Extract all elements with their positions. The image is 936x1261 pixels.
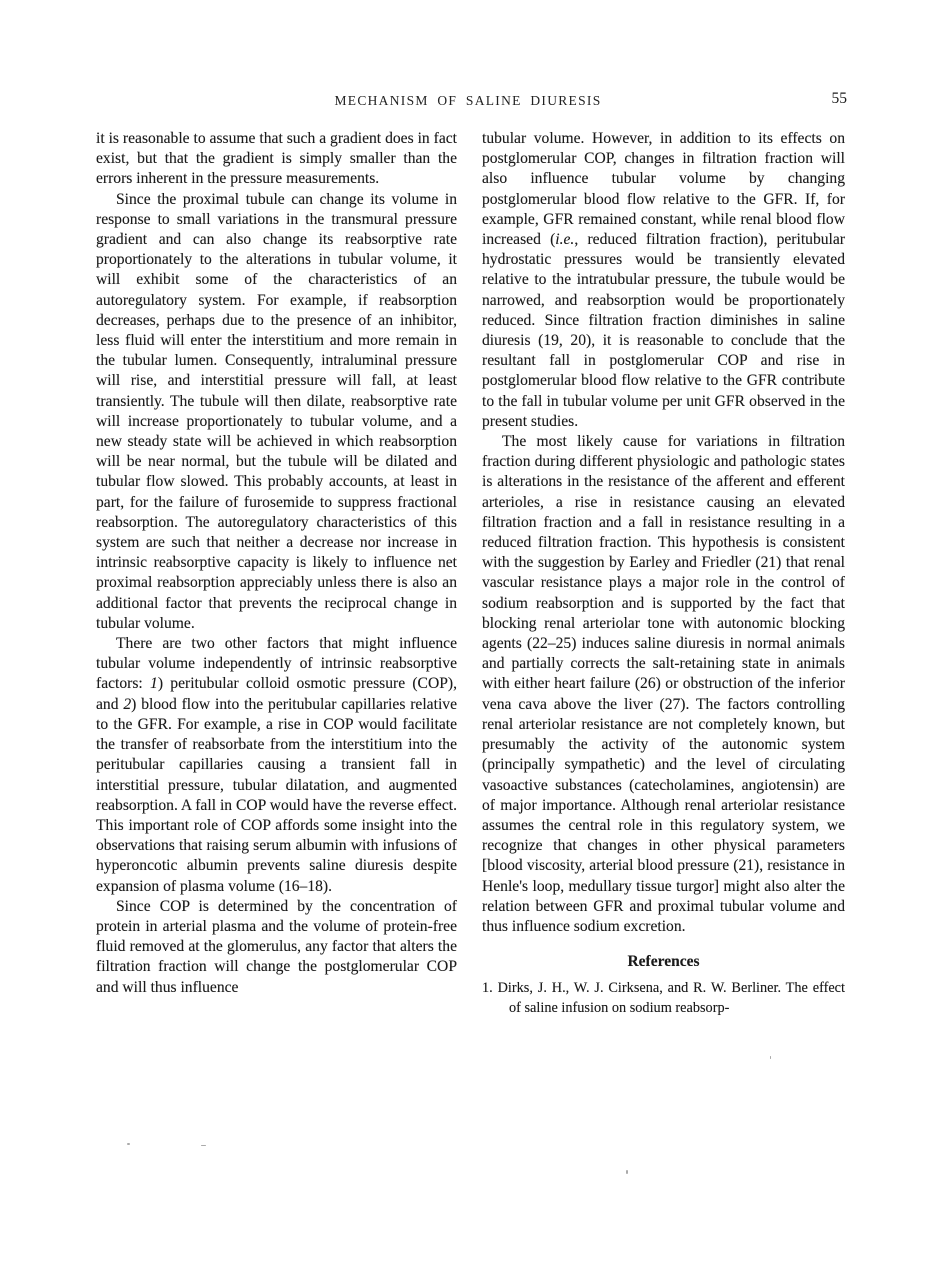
right-column [482,129,845,1018]
scan-speck [770,1056,771,1059]
scan-speck [626,1170,628,1174]
paragraph-continuation: tubular volume. However, in addition to its effects on postglomerular COP, changes in filtration fraction will also influence tubular volume by changing postglomerular blood flow relative to the GFR. If, for example, GFR remained constant, while renal blood flow increased (i.e., reduced filtration fraction), peritubular hydrostatic pressures would be transiently elevated relative to the intratubular pressure, the tubule would be narrowed, and reabsorption would be proportionately reduced. Since filtration fraction diminishes in saline diuresis (19, 20), it is reasonable to conclude that the resultant fall in postglomerular COP and rise in postglomerular blood flow relative to the GFR contribute to the fall in tubular volume per unit GFR observed in the present studies. [482,130,845,430]
paragraph: There are two other factors that might influence tubular volume independently of intrinsic reabsorptive factors: 1) peritubular colloid osmotic pressure (COP), and 2) blood flow into the peritubular capillaries relative to the GFR. For example, a rise in COP would facilitate the transfer of reabsorbate from the interstitium into the peritubular capillaries causing a transient fall in interstitial pressure, tubular dilatation, and augmented reabsorption. A fall in COP would have the reverse effect. This important role of COP affords some insight into the observations that raising serum albumin with infusions of hyperoncotic albumin prevents saline diuresis despite expansion of plasma volume (16–18). [96,635,457,895]
references-heading: References [627,953,700,971]
scan-speck [127,1143,130,1145]
paragraph: Since COP is determined by the concentration of protein in arterial plasma and the volume of protein-free fluid removed at the glomerulus, any factor that alters the filtration fraction will change the postglomerular COP and will thus influence [96,897,457,996]
reference-item: 1. Dirks, J. H., W. J. Cirksena, and R. W. Berliner. The effect of saline infusion on sodium reabsorp- [482,980,845,1016]
paragraph: Since the proximal tubule can change its volume in response to small variations in the transmural pressure gradient and can also change its reabsorptive rate proportionately to the alterations in tubular volume, it will exhibit some of the characteristics of an autoregulatory system. For example, if reabsorption decreases, perhaps due to the presence of an inhibitor, less fluid will enter the interstitium and more remain in the tubular lumen. Consequently, intraluminal pressure will rise, and interstitial pressure will fall, at least transiently. The tubule will then dilate, reabsorptive rate will increase proportionately to tubular volume, and a new steady state will be achieved in which reabsorption will be near normal, but the tubule will be dilated and tubular flow slowed. This probably accounts, at least in part, for the failure of furosemide to suppress fractional reabsorption. The autoregulatory characteristics of this system are such that neither a decrease nor increase in intrinsic reabsorptive capacity is likely to influence net proximal reabsorption appreciably unless there is also an additional factor that prevents the reciprocal change in tubular volume. [96,190,457,632]
running-head-title: MECHANISM OF SALINE DIURESIS [334,93,602,108]
paragraph: The most likely cause for variations in filtration fraction during different physiologic and pathologic states is alterations in the resistance of the afferent and efferent arterioles, a rise in resistance causing an elevated filtration fraction and a fall in resistance resulting in a reduced filtration fraction. This hypothesis is consistent with the suggestion by Earley and Friedler (21) that renal vascular resistance plays a major role in the control of sodium reabsorption and is supported by the fact that blocking renal arteriolar tone with autonomic blocking agents (22–25) induces saline diuresis in normal animals and partially corrects the salt-retaining state in animals with either heart failure (26) or obstruction of the inferior vena cava above the liver (27). The factors controlling renal arteriolar resistance are not completely known, but presumably the activity of the autonomic system (principally sympathetic) and the level of circulating vasoactive substances (catecholamines, angiotensin) are of major importance. Although renal arteriolar resistance assumes the central role in this regulatory system, we recognize that changes in other physical parameters [blood viscosity, arterial blood pressure (21), resistance in Henle's loop, medullary tissue turgor] might also alter the relation between GFR and proximal tubular volume and thus influence sodium excretion. [482,433,845,935]
page-number: 55 [831,90,847,107]
scan-speck [201,1145,206,1146]
left-column [96,129,457,998]
paragraph-continuation: it is reasonable to assume that such a gradient does in fact exist, but that the gradient is simply smaller than the errors inherent in the pressure measurements. [96,130,457,188]
